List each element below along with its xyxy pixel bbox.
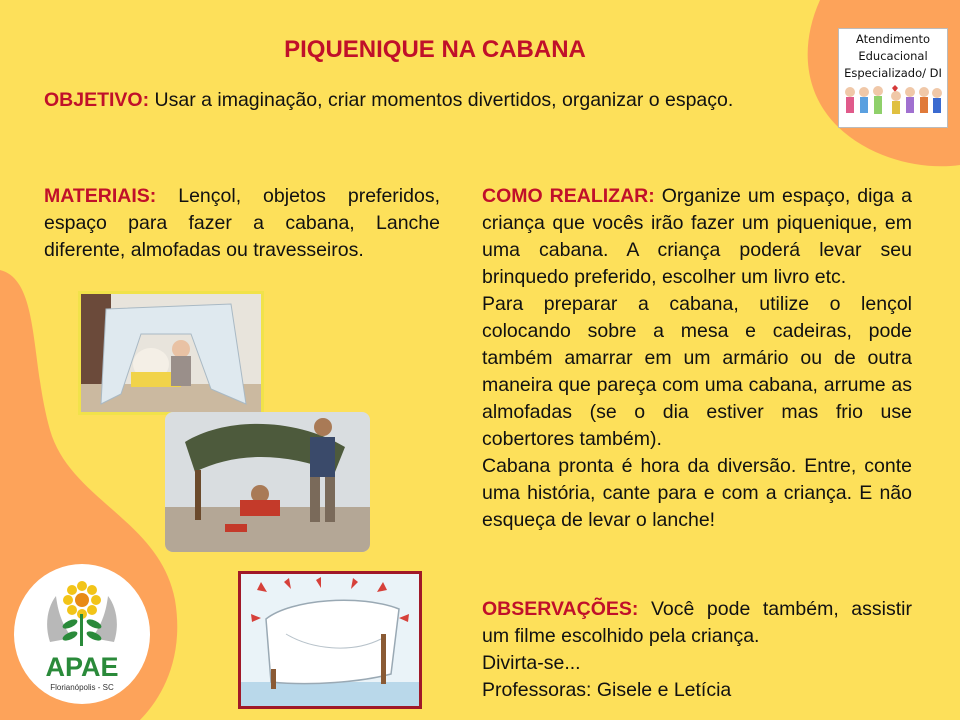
materials-paragraph <box>44 183 440 264</box>
observations-paragraph <box>482 596 912 650</box>
how-to-text-1: Organize um espaço, diga a criança que vocês irão fazer um piquenique, em uma cabana. A criança poderá levar seu brinquedo preferido, escolher um livro etc. <box>482 185 913 288</box>
materials-label: MATERIAIS: <box>44 185 157 207</box>
children-drawing <box>840 82 946 122</box>
aee-badge <box>838 28 948 128</box>
observations-section <box>482 596 912 704</box>
observations-label: OBSERVAÇÕES: <box>482 598 639 620</box>
objective-text: Usar a imaginação, criar momentos divertidos, organizar o espaço. <box>154 89 734 111</box>
apae-city: Florianópolis - SC <box>50 683 114 692</box>
apae-flower-logo <box>14 564 150 704</box>
photo-kids-blanket-fort <box>165 412 370 552</box>
objective-label: OBJETIVO: <box>44 89 150 111</box>
apae-logo <box>14 564 150 704</box>
apae-name: APAE <box>45 652 119 682</box>
badge-line-3: Especializado/ DI <box>844 66 942 80</box>
farewell-text: Divirta-se... <box>482 652 581 674</box>
objective-paragraph <box>44 87 786 114</box>
how-to-paragraph-2: Para preparar a cabana, utilize o lençol colocando sobre a mesa e cadeiras, pode também amarrar em um armário ou de outra maneira que pareça com uma cabana, arrume as almofadas (se o dia estiver mas frio use cobertores também). <box>482 293 912 450</box>
how-to-label: COMO REALIZAR: <box>482 185 655 207</box>
how-to-paragraph-1 <box>482 183 912 291</box>
observations-text: Você pode também, assistir um filme escolhido pela criança. <box>482 598 912 647</box>
badge-line-1: Atendimento <box>855 32 931 46</box>
how-to-section <box>482 183 912 534</box>
badge-line-2: Educacional <box>858 49 928 63</box>
photo-child-in-tent <box>78 291 264 415</box>
how-to-paragraph-3: Cabana pronta é hora da diversão. Entre, conte uma história, cante para e com a criança. E não esqueça de levar o lanche! <box>482 455 912 531</box>
page-title: PIQUENIQUE NA CABANA <box>284 36 586 63</box>
teachers-text: Professoras: Gisele e Letícia <box>482 679 732 701</box>
illustration-sheet-over-table <box>238 571 422 709</box>
materials-text: Lençol, objetos preferidos, espaço para fazer a cabana, Lanche diferente, almofadas ou travesseiros. <box>44 185 440 261</box>
